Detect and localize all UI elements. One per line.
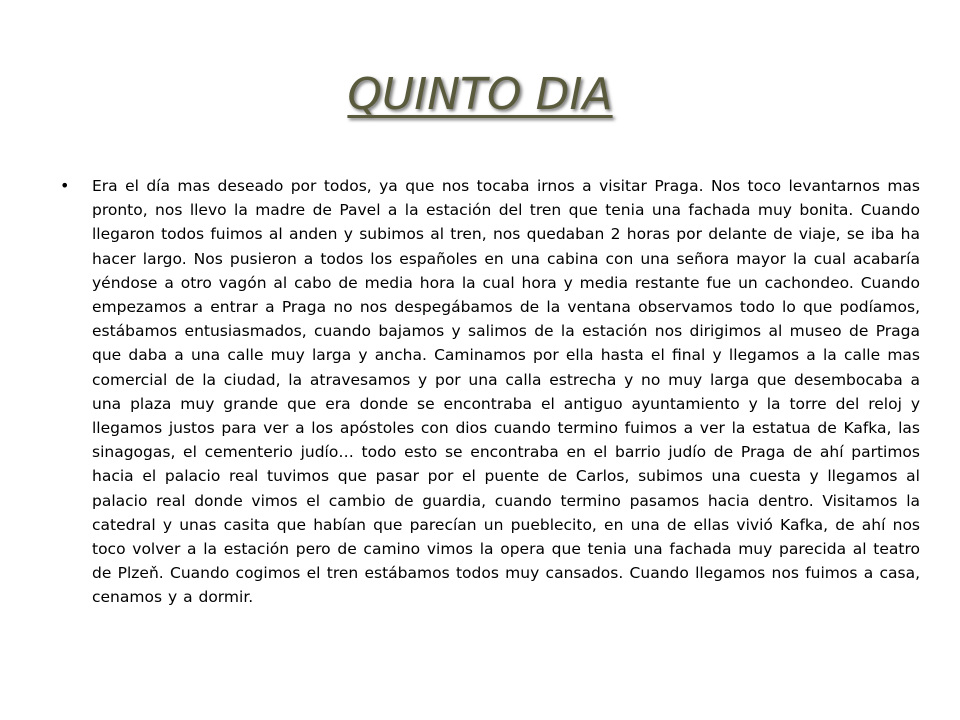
- bullet-list: [60, 174, 920, 610]
- body-paragraph: Era el día mas deseado por todos, ya que nos tocaba irnos a visitar Praga. Nos toco levantarnos mas pronto, nos llevo la madre de Pavel a la estación del tren que tenia una fachada muy bonita. Cuando llegaron todos fuimos al anden y subimos al tren, nos quedaban 2 horas por delante de viaje, se iba ha hacer largo. Nos pusieron a todos los españoles en una cabina con una señora mayor la cual acabaría yéndose a otro vagón al cabo de media hora la cual hora y media restante fue un cachondeo. Cuando empezamos a entrar a Praga no nos despegábamos de la ventana observamos todo lo que podíamos, estábamos entusiasmados, cuando bajamos y salimos de la estación nos dirigimos al museo de Praga que daba a una calle muy larga y ancha. Caminamos por ella hasta el final y llegamos a la calle mas comercial de la ciudad, la atravesamos y por una calla estrecha y no muy larga que desembocaba a una plaza muy grande que era donde se encontraba el antiguo ayuntamiento y la torre del reloj y llegamos justos para ver a los apóstoles con dios cuando termino fuimos a ver la estatua de Kafka, las sinagogas, el cementerio judío… todo esto se encontraba en el barrio judío de Praga de ahí partimos hacia el palacio real tuvimos que pasar por el puente de Carlos, subimos una cuesta y llegamos al palacio real donde vimos el cambio de guardia, cuando termino pasamos hacia dentro. Visitamos la catedral y unas casita que habían que parecían un pueblecito, en una de ellas vivió Kafka, de ahí nos toco volver a la estación pero de camino vimos la opera que tenia una fachada muy parecida al teatro de Plzeň. Cuando cogimos el tren estábamos todos muy cansados. Cuando llegamos nos fuimos a casa, cenamos y a dormir.: [92, 177, 920, 607]
- bullet-icon: •: [60, 176, 70, 195]
- slide-title: QUINTO DIA: [347, 69, 613, 120]
- list-item: [60, 174, 920, 610]
